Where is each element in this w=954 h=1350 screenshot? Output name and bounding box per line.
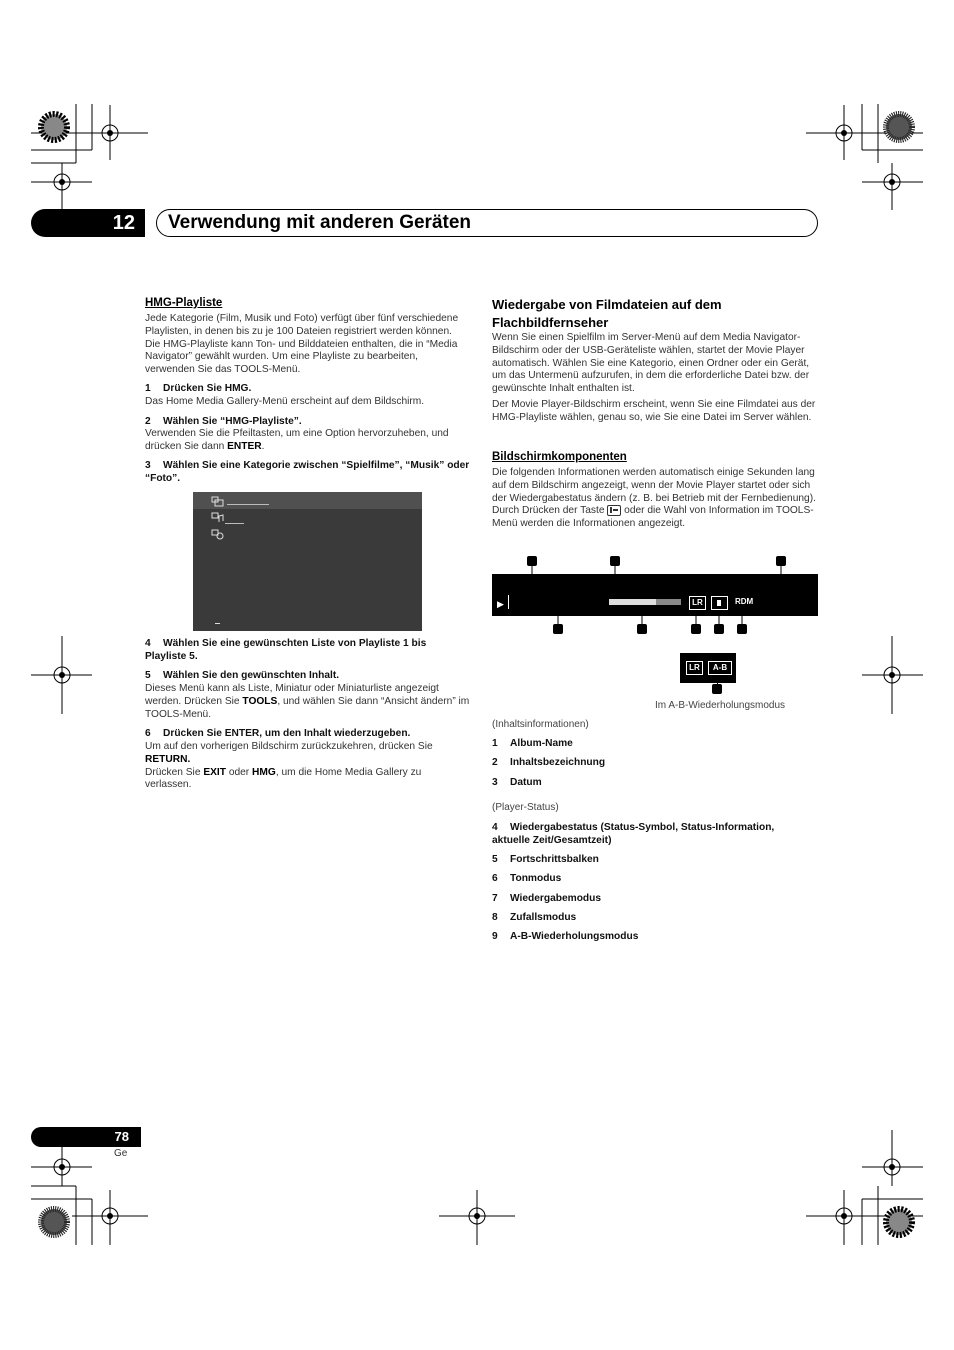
item-label: Wiedergabemodus [510,892,602,904]
callout-5 [637,624,647,634]
osd-diagram [492,556,818,638]
step-5-text [145,683,470,721]
callout-9 [712,684,722,694]
text-run: Um auf den vorherigen Bildschirm zurückzukehren, drücken Sie [145,741,433,752]
ab-repeat-icon: A-B [708,661,732,675]
text-run: , um die Home Media Gallery zu verlassen. [145,766,422,791]
player-status-list [492,822,792,944]
progress-fill [609,599,656,605]
step-number: 1 [145,383,151,394]
item-number: 9 [492,931,498,943]
step-6 [145,728,470,741]
ab-caption: Im A-B-Wiederholungsmodus [655,700,786,711]
text-run: Die folgenden Informationen werden automatisch einige Sekunden lang auf dem Bildschirm angezeigt, wenn der Movie Player startet oder sich der Wiedergabestatus ändern (z. B. bei Betrieb mit der Fernbedienung). Durch Drücken der Taste [492,467,816,517]
item-number: 7 [492,892,498,904]
page-number: 78 [31,1127,141,1147]
list-item [492,822,792,848]
music-icon [211,512,225,523]
item-number: 3 [492,776,498,788]
progress-bar [609,599,681,605]
page-language: Ge [114,1148,128,1159]
item-number: 5 [492,854,498,866]
sound-mode-icon: LR [689,596,706,610]
status-divider [508,595,509,609]
paragraph-2: Der Movie Player-Bildschirm erscheint, wenn Sie eine Filmdatei aus der HMG-Playliste wählen, genau so, wie Sie eine Datei im Server wählen. [492,399,816,423]
content-info-list [492,738,822,789]
step-title: Wählen Sie eine Kategorie zwischen “Spielfilme”, “Musik” oder “Foto”. [145,460,470,484]
callout-6 [691,624,701,634]
key-tools: TOOLS [242,695,278,707]
text-run: oder [225,766,253,778]
sound-mode-icon: LR [686,661,703,675]
chapter-number: 12 [31,209,145,237]
text-run: Drücken Sie [145,766,204,778]
key-enter: ENTER [227,440,262,452]
list-item [492,893,792,906]
text-run: Dieses Menü kann als Liste, Miniatur oder Miniaturliste angezeigt werden. Drücken Sie [145,683,439,707]
item-number: 8 [492,911,498,923]
paragraph-1: Wenn Sie einen Spielfilm im Server-Menü auf dem Media Navigator-Bildschirm oder der USB-Geräteliste wählen, startet der Movie Player automatisch. Wählen Sie eine Kategorio, einen Ordner oder ein Gerät, um das Untermenü aufzurufen, in dem die erforderliche Datei bzw. der gewünschte Inhalt enthalten ist. [492,332,810,395]
info-key-icon [607,505,621,516]
list-item [492,854,792,867]
photo-icon [211,529,225,540]
text-run: , und wählen Sie dann “Ansicht ändern” im TOOLS-Menü. [145,695,470,720]
callout-7 [714,624,724,634]
random-mode-icon: RDM [735,597,754,606]
section-heading-movie-playback [492,296,822,332]
key-exit: EXIT [203,766,226,778]
step-2-text [145,428,470,454]
intro-paragraph: Jede Kategorie (Film, Musik und Foto) verfügt über fünf verschiedene Playlisten, in denen bis zu je 100 Dateien registriert werden können. Die HMG-Playliste kann Ton- und Bilddateien enthalten, die in “Media Navigator” gewählt wurden. Um eine Playliste zu bearbeiten, verwenden Sie das TOOLS-Menü. [145,313,459,376]
item-label: Tonmodus [510,873,562,885]
step-number: 5 [145,670,151,681]
step-title: Wählen Sie den gewünschten Inhalt. [163,670,340,681]
item-label: Album-Name [510,738,573,749]
item-label: Inhaltsbezeichnung [510,757,606,769]
callout-8 [737,624,747,634]
item-number: 4 [492,822,498,833]
callout-1 [527,556,537,566]
callout-2 [610,556,620,566]
step-2 [145,416,470,429]
section-title-screen-components: Bildschirmkomponenten [492,451,627,463]
list-item [492,757,822,770]
step-number: 4 [145,638,151,649]
step-5 [145,670,470,683]
step-number: 6 [145,728,151,739]
item-number: 6 [492,873,498,885]
item-label: A-B-Wiederholungsmodus [510,931,639,943]
item-number: 1 [492,738,498,749]
text-run: Verwenden Sie die Pfeiltasten, um eine Option hervorzuheben, und drücken Sie dann [145,428,449,452]
list-item [492,738,822,751]
cursor-mark [215,623,220,624]
osd-bar [492,574,818,616]
item-label: Datum [510,776,542,788]
item-label: Zufallsmodus [510,911,577,923]
step-title: Wählen Sie eine gewünschten Liste von Playliste 1 bis Playliste 5. [145,638,427,662]
step-number: 2 [145,416,151,427]
callout-3 [776,556,786,566]
step-title: Drücken Sie HMG. [163,383,252,394]
chapter-title: Verwendung mit anderen Geräten [168,212,472,233]
step-4 [145,638,470,664]
text-run: . [261,440,265,452]
item-label: Fortschrittsbalken [510,854,599,866]
key-return: RETURN. [145,753,191,765]
list-item [492,873,792,886]
hmg-playlist-screenshot [193,492,422,631]
heading-line: Wiedergabe von Filmdateien auf dem [492,297,722,312]
list-item [492,931,792,944]
key-hmg: HMG [252,766,276,778]
movie-icon [211,496,225,507]
list-item [492,777,822,790]
highlight-row [193,492,422,509]
text-run: oder die Wahl von Information im TOOLS-Menü werden die Informationen angezeigt. [492,505,814,530]
step-1 [145,383,470,396]
group-label-player-status: (Player-Status) [492,802,559,813]
step-title: Drücken Sie ENTER, um den Inhalt wiederzugeben. [163,728,411,739]
item-number: 2 [492,757,498,769]
group-label-content-info: (Inhaltsinformationen) [492,719,589,730]
step-number: 3 [145,460,151,471]
section-title-hmg-playlist: HMG-Playliste [145,297,223,309]
label-line [227,504,269,505]
callout-4 [553,624,563,634]
list-item [492,912,792,925]
paragraph-3 [492,467,820,531]
step-3 [145,460,470,486]
play-icon: ▶ [497,599,504,609]
repeat-mode-icon [711,596,728,610]
label-line [225,523,244,524]
item-label: Wiedergabestatus (Status-Symbol, Status-Information, aktuelle Zeit/Gesamtzeit) [492,822,775,846]
step-6-text [145,741,470,792]
step-title: Wählen Sie “HMG-Playliste”. [163,416,302,427]
ab-repeat-osd [680,653,736,683]
step-1-text: Das Home Media Gallery-Menü erscheint auf dem Bildschirm. [145,396,425,407]
heading-line: Flachbildfernseher [492,315,609,330]
